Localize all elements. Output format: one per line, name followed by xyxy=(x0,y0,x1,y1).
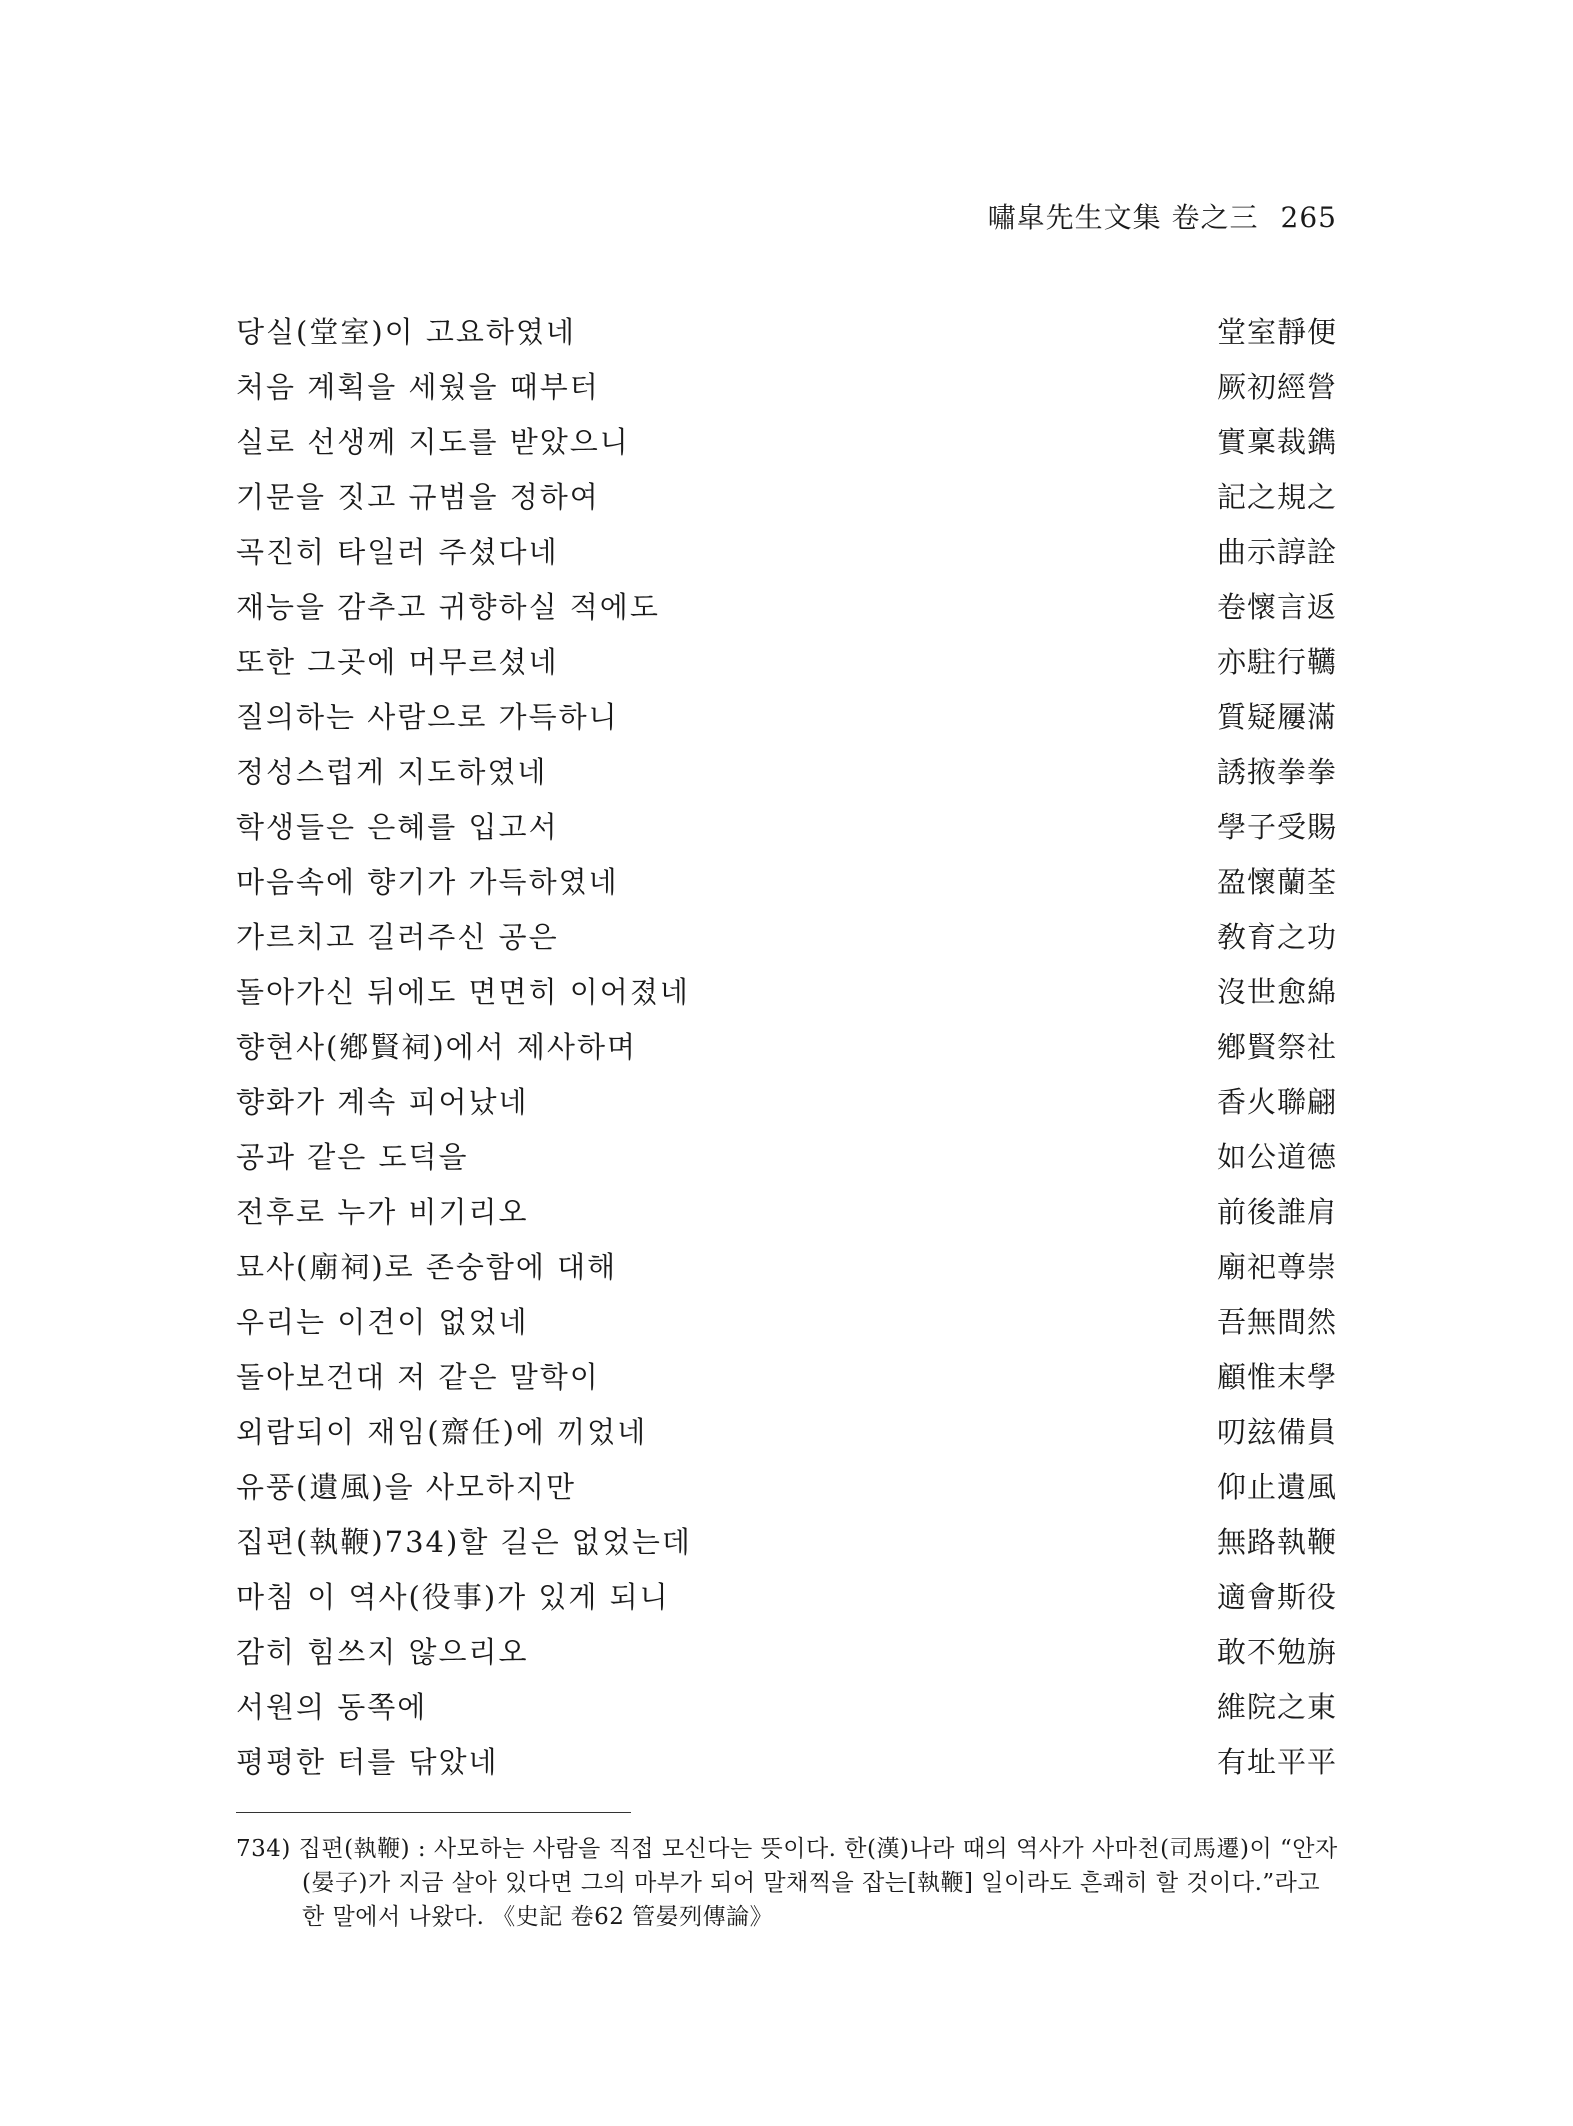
chinese-line: 仰止遺風 xyxy=(1216,1470,1337,1504)
korean-line: 마음속에 향기가 가득하였네 xyxy=(236,865,619,899)
verse-line xyxy=(236,1295,1337,1350)
korean-line: 마침 이 역사(役事)가 있게 되니 xyxy=(236,1580,670,1614)
chinese-line: 實稟裁鐫 xyxy=(1216,425,1337,459)
chinese-line: 廟祀尊崇 xyxy=(1216,1250,1337,1284)
chinese-line: 誘掖拳拳 xyxy=(1216,755,1337,789)
korean-line: 처음 계획을 세웠을 때부터 xyxy=(236,370,600,404)
korean-line: 학생들은 은혜를 입고서 xyxy=(236,810,559,844)
book-title: 嘯皐先生文集 卷之三 xyxy=(987,201,1259,234)
footnote-734 xyxy=(236,1832,1337,1934)
chinese-line: 維院之東 xyxy=(1216,1690,1337,1724)
chinese-line: 堂室靜便 xyxy=(1216,315,1337,349)
verse-line xyxy=(236,1680,1337,1735)
footnote-line: 734) 집편(執鞭) : 사모하는 사람을 직접 모신다는 뜻이다. 한(漢)나라 때의 역사가 사마천(司馬遷)이 “안자 xyxy=(236,1836,1338,1862)
korean-line: 돌아가신 뒤에도 면면히 이어졌네 xyxy=(236,975,690,1009)
verse-line xyxy=(236,635,1337,690)
chinese-line: 無路執鞭 xyxy=(1216,1525,1337,1559)
korean-line: 또한 그곳에 머무르셨네 xyxy=(236,645,559,679)
verse-line xyxy=(236,1625,1337,1680)
chinese-line: 顧惟末學 xyxy=(1216,1360,1337,1394)
chinese-line: 卷懷言返 xyxy=(1216,590,1337,624)
korean-line: 실로 선생께 지도를 받았으니 xyxy=(236,425,630,459)
verse-line xyxy=(236,525,1337,580)
korean-line: 재능을 감추고 귀향하실 적에도 xyxy=(236,590,660,624)
korean-line: 질의하는 사람으로 가득하니 xyxy=(236,700,619,734)
verse-line xyxy=(236,1075,1337,1130)
verse-line xyxy=(236,800,1337,855)
chinese-line: 學子受賜 xyxy=(1216,810,1337,844)
chinese-line: 叨玆備員 xyxy=(1216,1415,1337,1449)
verse-line xyxy=(236,965,1337,1020)
chinese-line: 前後誰肩 xyxy=(1216,1195,1337,1229)
korean-line: 우리는 이견이 없었네 xyxy=(236,1305,529,1339)
korean-line: 집편(執鞭)734)할 길은 없었는데 xyxy=(236,1525,692,1559)
footnote-line: 한 말에서 나왔다. 《史記 卷62 管晏列傳論》 xyxy=(302,1904,774,1930)
korean-line: 유풍(遺風)을 사모하지만 xyxy=(236,1470,576,1504)
verse-line xyxy=(236,690,1337,745)
korean-line: 돌아보건대 저 같은 말학이 xyxy=(236,1360,600,1394)
korean-line: 묘사(廟祠)로 존숭함에 대해 xyxy=(236,1250,618,1284)
korean-line: 정성스럽게 지도하였네 xyxy=(236,755,548,789)
verse-line xyxy=(236,1405,1337,1460)
korean-line: 향화가 계속 피어났네 xyxy=(236,1085,529,1119)
chinese-line: 吾無間然 xyxy=(1216,1305,1337,1339)
verse-line xyxy=(236,1350,1337,1405)
verse-line xyxy=(236,1130,1337,1185)
verse-line xyxy=(236,745,1337,800)
verse-line xyxy=(236,855,1337,910)
chinese-line: 有址平平 xyxy=(1216,1745,1337,1779)
korean-line: 곡진히 타일러 주셨다네 xyxy=(236,535,559,569)
chinese-line: 敢不勉旃 xyxy=(1216,1635,1337,1669)
verse-line xyxy=(236,1020,1337,1075)
chinese-line: 盈懷蘭荃 xyxy=(1216,865,1337,899)
korean-line: 감히 힘쓰지 않으리오 xyxy=(236,1635,529,1669)
korean-line: 평평한 터를 닦았네 xyxy=(236,1745,499,1779)
verse-translation-block xyxy=(236,305,1337,1790)
verse-line xyxy=(236,305,1337,360)
korean-line: 공과 같은 도덕을 xyxy=(236,1140,469,1174)
verse-line xyxy=(236,1240,1337,1295)
verse-line xyxy=(236,470,1337,525)
korean-line: 당실(堂室)이 고요하였네 xyxy=(236,315,576,349)
verse-line xyxy=(236,910,1337,965)
korean-line: 외람되이 재임(齋任)에 끼었네 xyxy=(236,1415,648,1449)
footnote-divider xyxy=(236,1812,631,1813)
chinese-line: 鄕賢祭社 xyxy=(1216,1030,1337,1064)
verse-line xyxy=(236,1570,1337,1625)
korean-line: 서원의 동쪽에 xyxy=(236,1690,428,1724)
chinese-line: 適會斯役 xyxy=(1216,1580,1337,1614)
verse-line xyxy=(236,580,1337,635)
footnote-line: (晏子)가 지금 살아 있다면 그의 마부가 되어 말채찍을 잡는[執鞭] 일이라도 흔쾌히 할 것이다.”라고 xyxy=(302,1870,1321,1896)
korean-line: 향현사(鄕賢祠)에서 제사하며 xyxy=(236,1030,637,1064)
chinese-line: 香火聯翩 xyxy=(1216,1085,1337,1119)
chinese-line: 質疑屨滿 xyxy=(1216,700,1337,734)
page-number: 265 xyxy=(1280,201,1337,234)
verse-line xyxy=(236,1185,1337,1240)
verse-line xyxy=(236,1460,1337,1515)
chinese-line: 亦駐行韉 xyxy=(1216,645,1337,679)
verse-line xyxy=(236,415,1337,470)
chinese-line: 曲示諄詮 xyxy=(1216,535,1337,569)
chinese-line: 敎育之功 xyxy=(1216,920,1337,954)
korean-line: 기문을 짓고 규범을 정하여 xyxy=(236,480,600,514)
verse-line xyxy=(236,1735,1337,1790)
chinese-line: 記之規之 xyxy=(1216,480,1337,514)
verse-line xyxy=(236,360,1337,415)
verse-line xyxy=(236,1515,1337,1570)
running-header xyxy=(988,196,1337,236)
chinese-line: 沒世愈綿 xyxy=(1216,975,1337,1009)
chinese-line: 厥初經營 xyxy=(1216,370,1337,404)
chinese-line: 如公道德 xyxy=(1216,1140,1337,1174)
korean-line: 전후로 누가 비기리오 xyxy=(236,1195,529,1229)
korean-line: 가르치고 길러주신 공은 xyxy=(236,920,559,954)
